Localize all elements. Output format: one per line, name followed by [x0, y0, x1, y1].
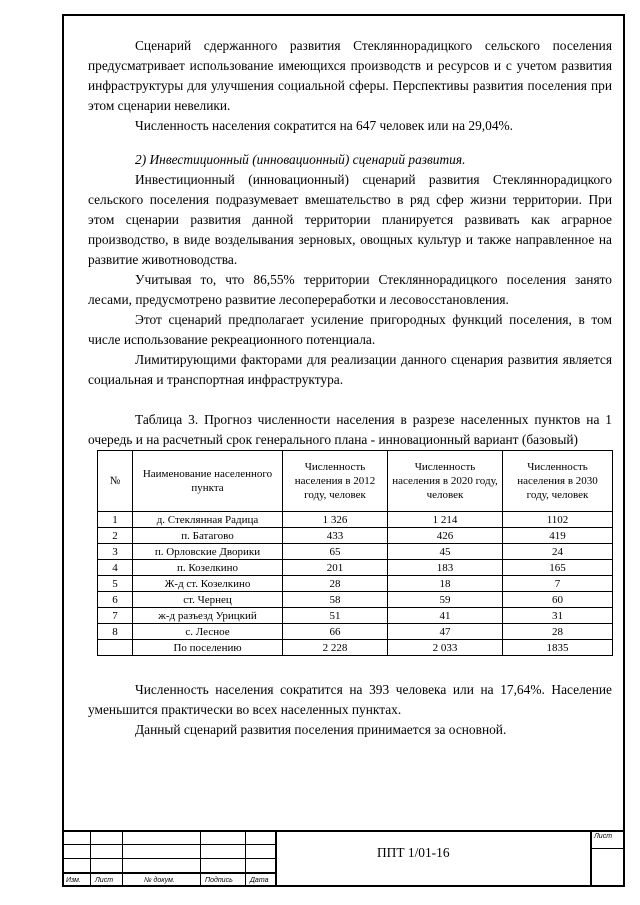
header-cell: Численность населения в 2020 году, человек	[388, 451, 503, 512]
table-row	[98, 544, 613, 560]
table-cell: 183	[388, 560, 503, 576]
table-cell: 24	[503, 544, 613, 560]
header-cell: Численность населения в 2030 году, человек	[503, 451, 613, 512]
paragraph-limiting-factors: Лимитирующими факторами для реализации данного сценария развития является социальная и транспортная инфраструктура.	[88, 352, 612, 387]
paragraph-restrained-scenario: Сценарий сдержанного развития Стекляннорадицкого сельского поселения предусматривает использование имеющихся производств и ресурсов и с учетом развития инфраструктуры для улучшения социальной сферы. Перспективы развития поселения при этом сценарии невелики.	[88, 38, 612, 113]
table-cell: По поселению	[133, 640, 283, 656]
table-cell: 5	[98, 576, 133, 592]
table-cell: 41	[388, 608, 503, 624]
table-cell: Ж-д ст. Козелкино	[133, 576, 283, 592]
table-cell	[98, 640, 133, 656]
paragraph-conclusion: Данный сценарий развития поселения принимается за основной.	[135, 722, 507, 737]
table-cell: 2	[98, 528, 133, 544]
stamp-label-signature: Подпись	[205, 877, 233, 884]
table-cell: 4	[98, 560, 133, 576]
table-cell: 28	[503, 624, 613, 640]
scenario-heading: 2) Инвестиционный (инновационный) сценарий развития.	[135, 152, 466, 167]
table-cell: 59	[388, 592, 503, 608]
table-row	[98, 608, 613, 624]
table-total-row	[98, 640, 613, 656]
table-cell: 1	[98, 512, 133, 528]
table-row	[98, 624, 613, 640]
table-cell: 1 326	[283, 512, 388, 528]
sheet-label: Лист	[594, 833, 613, 840]
table-cell: 1835	[503, 640, 613, 656]
table-cell: п. Орловские Дворики	[133, 544, 283, 560]
paragraph-population-decline-1: Численность населения сократится на 647 человек или на 29,04%.	[135, 118, 514, 133]
table-cell: 45	[388, 544, 503, 560]
document-code: ППТ 1/01-16	[377, 845, 450, 860]
stamp-label-change: Изм.	[66, 877, 81, 884]
table-caption: Таблица 3. Прогноз численности населения в разрезе населенных пунктов на 1 очередь и на расчетный срок генерального плана - инновационный вариант (базовый)	[88, 412, 612, 447]
table-cell: 47	[388, 624, 503, 640]
table-cell: 419	[503, 528, 613, 544]
stamp-label-doc-number: № докум.	[144, 877, 175, 884]
table-cell: с. Лесное	[133, 624, 283, 640]
table-cell: 58	[283, 592, 388, 608]
table-row	[98, 512, 613, 528]
table-cell: 433	[283, 528, 388, 544]
population-table	[97, 450, 613, 656]
stamp-label-sheet: Лист	[95, 877, 114, 884]
table-cell: 2 228	[283, 640, 388, 656]
table-cell: 28	[283, 576, 388, 592]
table-cell: 66	[283, 624, 388, 640]
table-cell: п. Козелкино	[133, 560, 283, 576]
table-cell: д. Стеклянная Радица	[133, 512, 283, 528]
table-cell: 51	[283, 608, 388, 624]
table-cell: 7	[98, 608, 133, 624]
table-row	[98, 576, 613, 592]
table-cell: 60	[503, 592, 613, 608]
stamp-label-date: Дата	[250, 877, 269, 884]
table-cell: ст. Чернец	[133, 592, 283, 608]
paragraph-investment-scenario: Инвестиционный (инновационный) сценарий развития Стекляннорадицкого сельского поселения подразумевает вмешательство в ряд сфер жизни территории. При этом сценарии развития данной территории планируется развивать как аграрное производство, в виде возделывания зерновых, овощных культур и также направленное на развитие животноводства.	[88, 172, 612, 267]
document-body	[88, 36, 612, 740]
table-cell: 1102	[503, 512, 613, 528]
table-cell: 1 214	[388, 512, 503, 528]
table-header-row	[98, 451, 613, 512]
table-cell: 426	[388, 528, 503, 544]
table-cell: 201	[283, 560, 388, 576]
table-cell: 18	[388, 576, 503, 592]
paragraph-suburban: Этот сценарий предполагает усиление пригородных функций поселения, в том числе использование рекреационного потенциала.	[88, 312, 612, 347]
table-row	[98, 528, 613, 544]
table-cell: 3	[98, 544, 133, 560]
table-row	[98, 592, 613, 608]
table-cell: 8	[98, 624, 133, 640]
table-cell: 2 033	[388, 640, 503, 656]
paragraph-population-decline-2: Численность населения сократится на 393 человека или на 17,64%. Население уменьшится практически во всех населенных пунктах.	[88, 682, 612, 717]
header-cell: Наименование населенного пункта	[133, 451, 283, 512]
table-cell: 165	[503, 560, 613, 576]
header-cell: Численность населения в 2012 году, человек	[283, 451, 388, 512]
table-cell: ж-д разъезд Урицкий	[133, 608, 283, 624]
table-cell: 6	[98, 592, 133, 608]
table-row	[98, 560, 613, 576]
table-cell: 31	[503, 608, 613, 624]
table-cell: п. Батагово	[133, 528, 283, 544]
title-block	[62, 830, 625, 887]
table-cell: 7	[503, 576, 613, 592]
header-cell: №	[98, 451, 133, 512]
table-cell: 65	[283, 544, 388, 560]
paragraph-forests: Учитывая то, что 86,55% территории Стекляннорадицкого поселения занято лесами, предусмотрено развитие лесопереработки и лесовосстановления.	[88, 272, 612, 307]
